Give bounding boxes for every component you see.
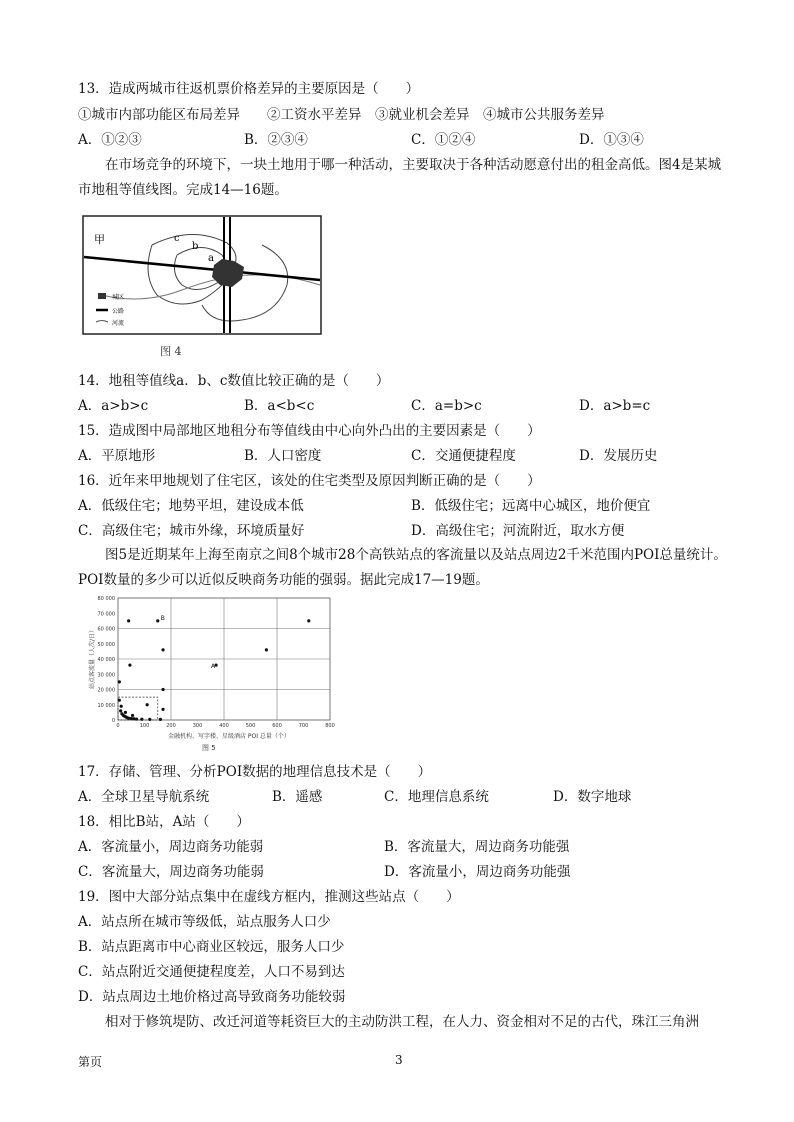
q14-option-b: B．a<b<c	[244, 398, 315, 414]
legend-road: 公路	[112, 308, 125, 315]
chart-y-tick-label: 10 000	[97, 702, 115, 709]
q16-option-c: C．高级住宅；城市外缘，环境质量好	[78, 523, 305, 539]
q18-option-a: A．客流量小，周边商务功能弱	[78, 839, 264, 855]
q16-option-b: B．低级住宅；远离中心城区，地价便宜	[411, 498, 651, 514]
q14-option-a: A．a>b>c	[78, 398, 149, 414]
chart-x-tick-label: 0	[116, 723, 120, 729]
q13-option-d: D．①③④	[579, 132, 644, 148]
q17-option-c: C．地理信息系统	[384, 789, 489, 805]
chart-point	[131, 714, 134, 717]
chart-point	[159, 718, 162, 721]
chart-x-tick-label: 600	[272, 723, 282, 729]
intro-fig4: 在市场竞争的环境下，一块土地用于哪一种活动，主要取决于各种活动愿意付出的租金高低。图4是某城市地租等值线图。完成14—16题。	[78, 157, 722, 198]
chart-point	[118, 680, 121, 683]
chart-point	[135, 717, 138, 720]
chart-y-tick-label: 30 000	[97, 672, 115, 679]
chart-point	[127, 619, 130, 622]
intro-fig5: 图5是近期某年上海至南京之间8个城市28个高铁站点的客流量以及站点周边2千米范围内POI总量统计。POI数量的多少可以近似反映商务功能的强弱。据此完成17—19题。	[78, 547, 727, 588]
q18-option-b: B．客流量大，周边商务功能强	[384, 839, 570, 855]
chart-point	[307, 619, 310, 622]
intro-last: 相对于修筑堤防、改迁河道等耗资巨大的主动防洪工程，在人力、资金相对不足的古代，珠江三角洲	[105, 1014, 699, 1030]
chart-point	[119, 709, 122, 712]
chart-x-tick-label: 500	[245, 723, 256, 729]
footer-page-number: 3	[395, 1053, 403, 1067]
chart-title: 图 5	[202, 744, 216, 752]
chart-point-label: B	[160, 614, 165, 622]
label-b: b	[192, 241, 199, 252]
q17-option-b: B．遥感	[272, 789, 323, 805]
q17-option-d: D．数字地球	[553, 789, 632, 805]
chart-x-tick-label: 800	[325, 723, 335, 729]
q19-option-a: A．站点所在城市等级低，站点服务人口少	[78, 914, 331, 930]
q19-option-c: C．站点附近交通便捷程度差，人口不易到达	[78, 964, 345, 980]
chart-point	[156, 619, 159, 622]
q19-option-b: B．站点距离市中心商业区较远，服务人口少	[78, 939, 345, 955]
q17-option-a: A．全球卫星导航系统	[78, 789, 210, 805]
chart-y-tick-label: 20 000	[97, 687, 115, 694]
chart-ylabel: 站点客流量（人次/日）	[89, 626, 96, 689]
q15-option-b: B．人口密度	[244, 448, 322, 464]
figure-5-chart	[80, 592, 340, 752]
chart-point-label: A	[211, 663, 216, 671]
q14-option-c: C．a=b>c	[411, 398, 482, 414]
chart-point	[161, 688, 164, 691]
chart-y-tick-label: 70 000	[97, 611, 115, 618]
legend-urban-swatch	[98, 293, 106, 299]
chart-y-tick-label: 40 000	[97, 657, 115, 663]
q16-stem: 16．近年来甲地规划了住宅区，该处的住宅类型及原因判断正确的是（ ）	[78, 473, 541, 489]
label-jia: 甲	[94, 233, 105, 246]
chart-x-tick-label: 200	[166, 723, 176, 729]
chart-x-tick-label: 300	[192, 723, 203, 729]
q18-option-d: D．客流量小，周边商务功能强	[384, 864, 571, 880]
chart-y-tick-label: 60 000	[97, 626, 115, 633]
q19-stem: 19．图中大部分站点集中在虚线方框内，推测这些站点（ ）	[78, 889, 460, 905]
chart-y-tick-label: 50 000	[97, 641, 115, 648]
q17-stem: 17．存储、管理、分析POI数据的地理信息技术是（ ）	[78, 764, 432, 780]
q16-option-d: D．高级住宅；河流附近，取水方便	[411, 523, 625, 539]
q16-option-a: A．低级住宅；地势平坦，建设成本低	[78, 498, 304, 514]
figure-4-caption: 图 4	[160, 345, 182, 358]
chart-x-tick-label: 100	[139, 723, 150, 729]
q13-option-b: B．②③④	[244, 132, 308, 148]
chart-xlabel: 金融机构、写字楼、星级酒店 POI 总量（个）	[168, 733, 290, 740]
q13-items: ①城市内部功能区布局差异 ②工资水平差异 ③就业机会差异 ④城市公共服务差异	[78, 107, 605, 123]
chart-point	[120, 705, 123, 708]
chart-point	[161, 648, 164, 651]
chart-y-tick-label: 80 000	[97, 596, 115, 602]
chart-point	[118, 699, 121, 702]
legend-urban: 城区	[112, 294, 125, 301]
q15-option-d: D．发展历史	[579, 448, 658, 464]
chart-point	[161, 708, 164, 711]
chart-point	[140, 718, 143, 721]
legend-river: 河流	[112, 320, 125, 327]
map-frame	[83, 216, 321, 334]
chart-point	[124, 711, 127, 714]
q18-option-c: C．客流量大，周边商务功能弱	[78, 864, 264, 880]
chart-point	[148, 718, 151, 721]
figure-4-map	[82, 215, 322, 335]
chart-point	[128, 664, 131, 667]
q14-stem: 14．地租等值线a．b、c数值比较正确的是（ ）	[78, 373, 390, 389]
label-c: c	[174, 233, 180, 244]
chart-x-tick-label: 700	[298, 723, 309, 729]
q13-option-a: A．①②③	[78, 132, 142, 148]
label-a: a	[208, 253, 214, 264]
q15-stem: 15．造成图中局部地区地租分布等值线由中心向外凸出的主要因素是（ ）	[78, 423, 541, 439]
chart-point	[146, 703, 149, 706]
chart-y-tick-label: 0	[111, 718, 115, 724]
q14-option-d: D．a>b=c	[579, 398, 651, 414]
q15-option-a: A．平原地形	[78, 448, 156, 464]
q18-stem: 18．相比B站，A站（ ）	[78, 814, 250, 830]
q15-option-c: C．交通便捷程度	[411, 448, 516, 464]
q13-option-c: C．①②④	[411, 132, 476, 148]
q13-stem: 13．造成两城市往返机票价格差异的主要原因是（ ）	[78, 81, 420, 97]
q19-option-d: D．站点周边土地价格过高导致商务功能较弱	[78, 989, 346, 1005]
footer-left: 第页	[78, 1055, 103, 1069]
chart-point	[265, 648, 268, 651]
chart-x-tick-label: 400	[219, 723, 229, 729]
